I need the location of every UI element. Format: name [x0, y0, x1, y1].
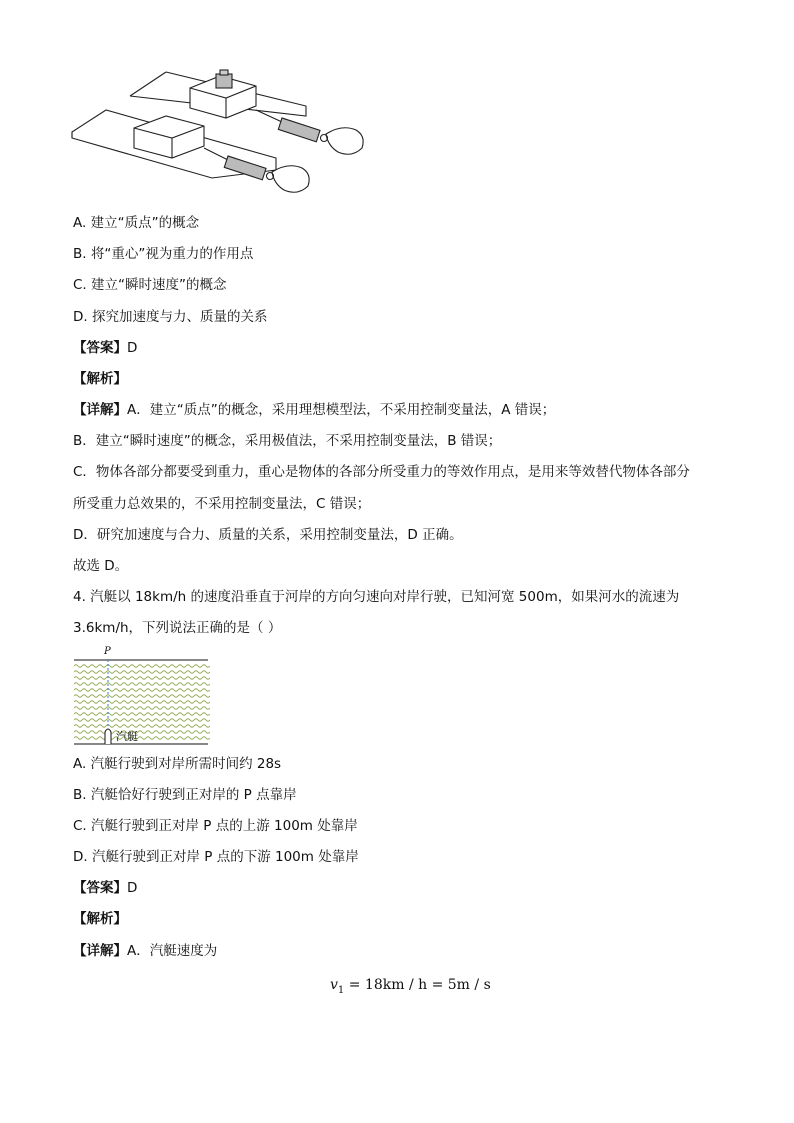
q4-option-d: D. 汽艇行驶到正对岸 P 点的下游 100m 处靠岸: [73, 849, 359, 865]
q4-stem-line-2: 3.6km/h，下列说法正确的是（ ）: [73, 620, 282, 636]
q3-detail-line-2: B．建立“瞬时速度”的概念，采用极值法，不采用控制变量法，B 错误；: [73, 433, 502, 449]
q3-option-a: A. 建立“质点”的概念: [73, 215, 200, 231]
q4-option-a: A. 汽艇行驶到对岸所需时间约 28s: [73, 756, 282, 772]
water-wave: [74, 683, 210, 686]
detail-text: A．汽艇速度为: [127, 943, 218, 959]
river-figure: [74, 644, 210, 748]
detail-text: A．建立“质点”的概念，采用理想模型法，不采用控制变量法，A 错误；: [127, 402, 556, 418]
water-wave: [74, 719, 210, 722]
water-wave: [74, 707, 210, 710]
velocity-formula: [330, 977, 491, 996]
formula-variable: v: [330, 977, 338, 993]
answer-value: D: [127, 340, 138, 356]
answer-label: 【答案】: [73, 340, 127, 356]
q3-detail-line-3: C．物体各部分都要受到重力，重心是物体的各部分所受重力的等效作用点，是用来等效替代物体各部分: [73, 464, 690, 480]
q3-detail-line-1: [73, 400, 555, 420]
detail-label: 【详解】: [73, 402, 127, 418]
water-wave: [74, 665, 210, 668]
q3-detail-line-4: 所受重力总效果的，不采用控制变量法，C 错误；: [73, 496, 371, 512]
q3-answer: [73, 338, 137, 358]
q3-option-d: D. 探究加速度与力、质量的关系: [73, 309, 268, 325]
boat-icon: [105, 729, 111, 744]
water-wave: [74, 701, 210, 704]
q3-analysis-label: 【解析】: [73, 371, 127, 387]
water-wave: [74, 677, 210, 680]
water-wave: [74, 689, 210, 692]
water-wave: [74, 737, 210, 740]
water-wave: [74, 731, 210, 734]
formula-subscript: 1: [337, 984, 345, 996]
water-wave: [74, 713, 210, 716]
q4-option-c: C. 汽艇行驶到正对岸 P 点的上游 100m 处靠岸: [73, 818, 358, 834]
q4-detail-line-1: [73, 941, 217, 961]
answer-label: 【答案】: [73, 880, 127, 896]
answer-value: D: [127, 880, 138, 896]
q3-conclusion: 故选 D。: [73, 558, 129, 574]
water-wave: [74, 695, 210, 698]
cart-experiment-figure: [70, 66, 370, 196]
q3-detail-line-5: D．研究加速度与合力、质量的关系，采用控制变量法，D 正确。: [73, 527, 463, 543]
water-wave: [74, 671, 210, 674]
q3-option-c: C. 建立“瞬时速度”的概念: [73, 277, 227, 293]
q4-stem-line-1: 4. 汽艇以 18km/h 的速度沿垂直于河岸的方向匀速向对岸行驶，已知河宽 500m，如果河水的流速为: [73, 589, 680, 605]
water-wave: [74, 725, 210, 728]
q4-option-b: B. 汽艇恰好行驶到正对岸的 P 点靠岸: [73, 787, 297, 803]
detail-label: 【详解】: [73, 943, 127, 959]
boat-label: 汽艇: [116, 730, 138, 743]
q4-analysis-label: 【解析】: [73, 911, 127, 927]
q4-answer: [73, 878, 137, 898]
point-p-label: P: [104, 646, 111, 657]
formula-rhs: = 18km / h = 5m / s: [344, 977, 491, 993]
q3-option-b: B. 将“重心”视为重力的作用点: [73, 246, 254, 262]
